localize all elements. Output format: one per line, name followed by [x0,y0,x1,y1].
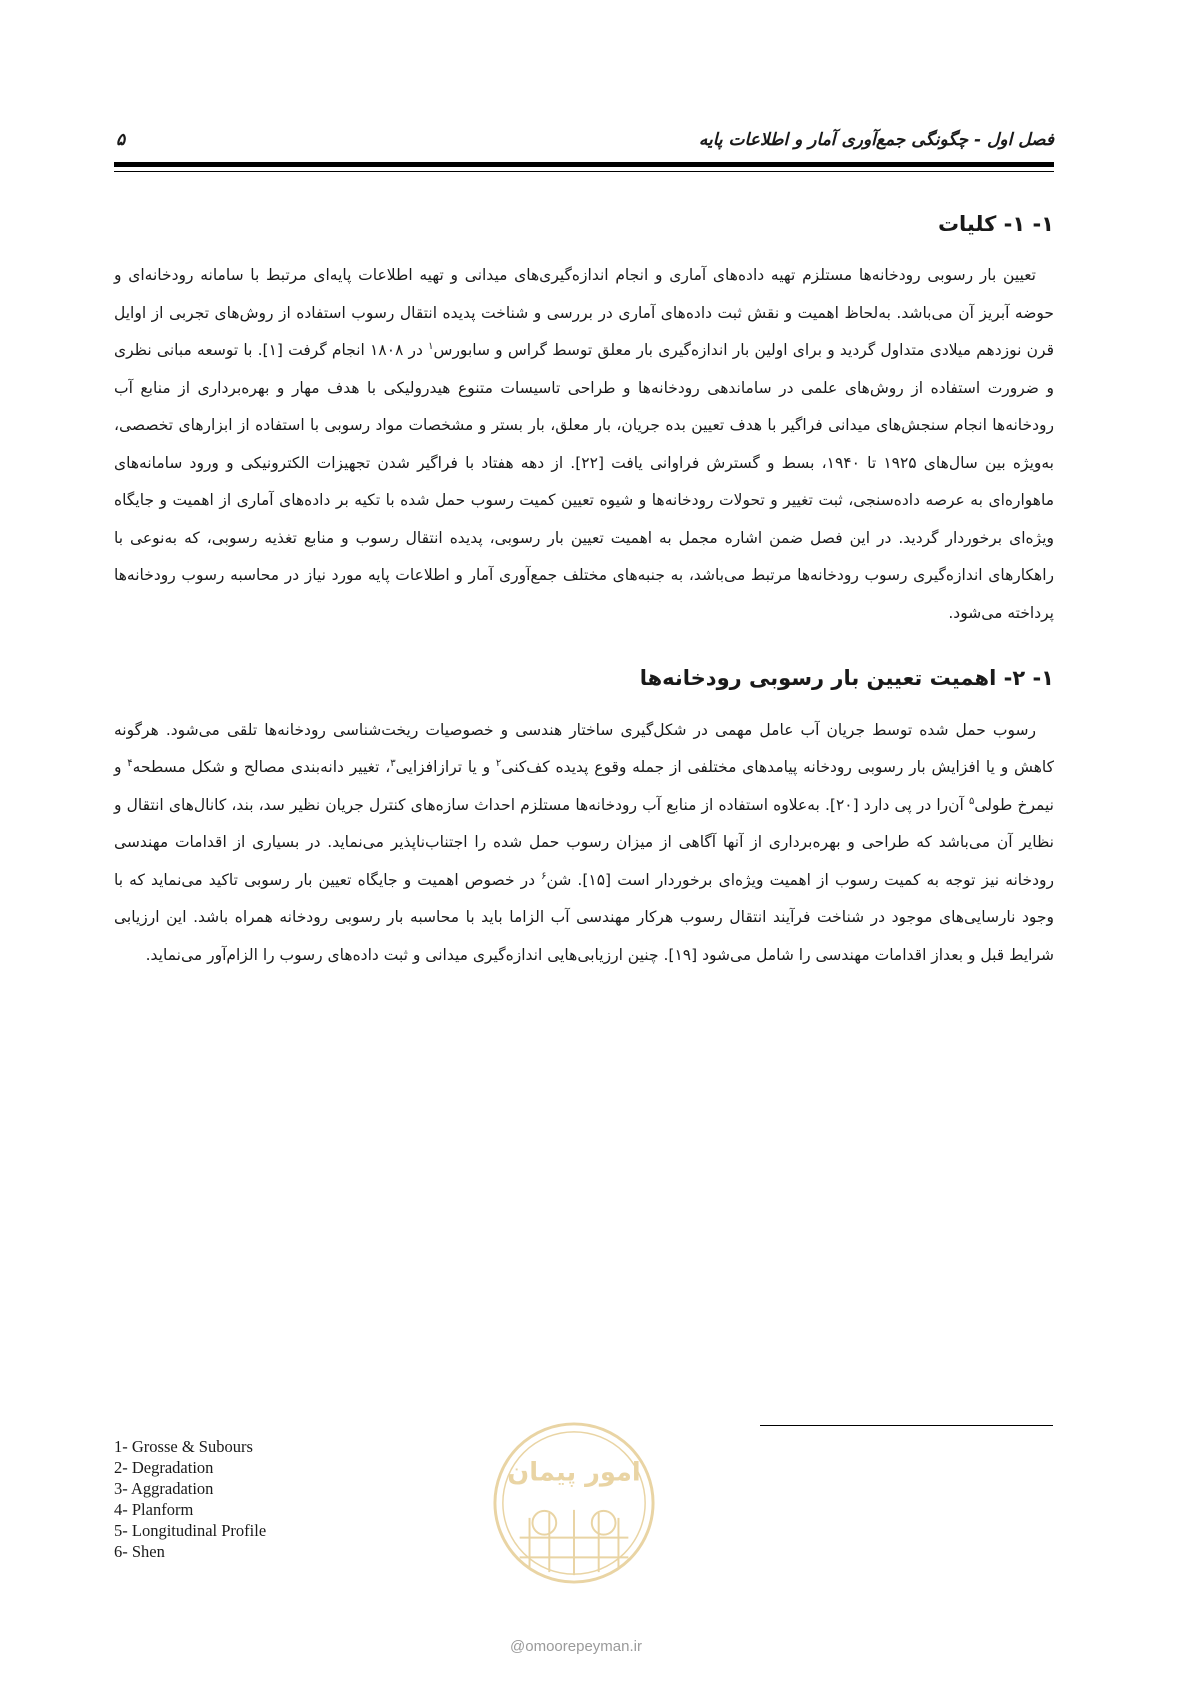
chapter-title: فصل اول - چگونگی جمع‌آوری آمار و اطلاعات پایه [698,130,1054,150]
paragraph-text: و یا ترازافزایی [395,758,496,777]
section-title-1: ۱- ۱- کلیات [937,212,1054,236]
footnote-item: 4- Planform [114,1500,194,1519]
paragraph-text: تعیین بار رسوبی رودخانه‌ها مستلزم تهیه داده‌های آماری و انجام اندازه‌گیری‌های میدانی و تهیه اطلاعات پایه‌ای مرتبط با سامانه رودخانه‌ای و حوضه آبریز آن می‌باشد. به‌لحاظ اهمیت و نقش ثبت داده‌های آماری در بررسی و شناخت پدیده انتقال رسوب استفاده از روش‌های تجربی از اوایل قرن نوزدهم میلادی متداول گردید و برای اولین بار اندازه‌گیری بار معلق توسط گراس و سابورس [114,266,1054,360]
footnote-ref: ۲ [495,758,502,770]
footnote-item: 2- Degradation [114,1458,214,1477]
paragraph-text: رسوب حمل شده توسط جریان آب عامل مهمی در شکل‌گیری ساختار هندسی و خصوصیات ریخت‌شناسی رودخانه‌ها تلقی می‌شود. هرگونه کاهش و یا افزایش بار رسوبی رودخانه پیامدهای مختلفی از جمله وقوع پدیده کف‌کنی [114,720,1054,777]
page-number: ۵ [116,130,126,150]
paragraph-text: در خصوص اهمیت و جایگاه تعیین بار رسوبی تاکید می‌نماید که با وجود نارسایی‌های موجود در شناخت فرآیند انتقال رسوب هرکار مهندسی آب الزاما باید با محاسبه بار رسوبی رودخانه همراه باشد. این ارزیابی شرایط قبل و بعداز اقدامات مهندسی را شامل می‌شود [۱۹]. چنین ارزیابی‌هایی اندازه‌گیری میدانی و ثبت داده‌های رسوب را الزام‌آور می‌نماید. [114,870,1054,964]
section-title-2: ۱- ۲- اهمیت تعیین بار رسوبی رودخانه‌ها [639,666,1054,691]
footnote-item: 1- Grosse & Subours [114,1437,253,1456]
footnote-ref: ۳ [390,758,396,770]
section-1-paragraph [114,257,1054,632]
main-content [114,200,1054,974]
footnote-item: 5- Longitudinal Profile [114,1521,267,1540]
footnote-item: 6- Shen [114,1542,165,1561]
footnote-ref: ۱ [428,341,434,353]
header-rule-thin [114,171,1054,172]
watermark-url: @omoorepeyman.ir [510,1638,642,1655]
svg-text:امور پیمان: امور پیمان [507,1457,641,1488]
header-rule [114,162,1054,167]
page-header [114,126,1054,160]
footnote-ref: ۵ [968,795,975,807]
footnote-ref: ۶ [541,870,547,882]
paragraph-text: آن‌را در پی دارد [۲۰]. به‌علاوه استفاده از منابع آب رودخانه‌ها مستلزم احداث سازه‌های کنترل جریان نظیر سد، بند، کانال‌های انتقال و نظایر آن می‌باشد که طراحی و بهره‌برداری از آنها آگاهی از میزان رسوب حمل شده را اجتناب‌ناپذیر می‌نماید. در بسیاری از اقدامات مهندسی رودخانه نیز توجه به کمیت رسوب از اهمیت ویژه‌ای برخوردار است [۱۵]. شن [114,795,1054,889]
paragraph-text: در ۱۸۰۸ انجام گرفت [۱]. با توسعه مبانی نظری و ضرورت استفاده از روش‌های علمی در ساماندهی رودخانه‌ها و طراحی تاسیسات متنوع هیدرولیکی با هدف مهار و بهره‌برداری از منابع آب رودخانه‌ها انجام سنجش‌های میدانی فراگیر با هدف تعیین بده جریان، بار معلق، بار بستر و مشخصات مواد رسوبی با استفاده از ابزارهای تخصصی، به‌ویژه بین سال‌های ۱۹۲۵ تا ۱۹۴۰، بسط و گسترش فراوانی یافت [۲۲]. از دهه هفتاد با فراگیر شدن تجهیزات الکترونیکی و ورود سامانه‌های ماهواره‌ای به عرصه داده‌سنجی، ثبت تغییر و تحولات رودخانه‌ها و شیوه تعیین کمیت رسوب حمل شده با تکیه بر داده‌های آماری از اهمیت و جایگاه ویژه‌ای برخوردار گردید. در این فصل ضمن اشاره مجمل به اهمیت تعیین بار رسوبی، پدیده انتقال رسوب و منابع تغذیه رسوبی، که به‌نوعی با راهکارهای اندازه‌گیری رسوب رودخانه‌ها مرتبط می‌باشد، به جنبه‌های مختلف جمع‌آوری آمار و اطلاعات پایه مورد نیاز در محاسبه رسوب رودخانه‌ها پرداخته می‌شود. [114,341,1055,622]
paragraph-text: و نیمرخ طولی [114,758,1054,814]
seal-watermark-icon [490,1419,658,1587]
footnote-rule [760,1425,1053,1426]
footnotes [114,1436,474,1562]
paragraph-text: ، تغییر دانه‌بندی مصالح و شکل مسطحه [132,758,391,777]
footnote-item: 3- Aggradation [114,1479,214,1498]
footnote-ref: ۴ [127,758,133,770]
section-2-paragraph [114,712,1054,975]
